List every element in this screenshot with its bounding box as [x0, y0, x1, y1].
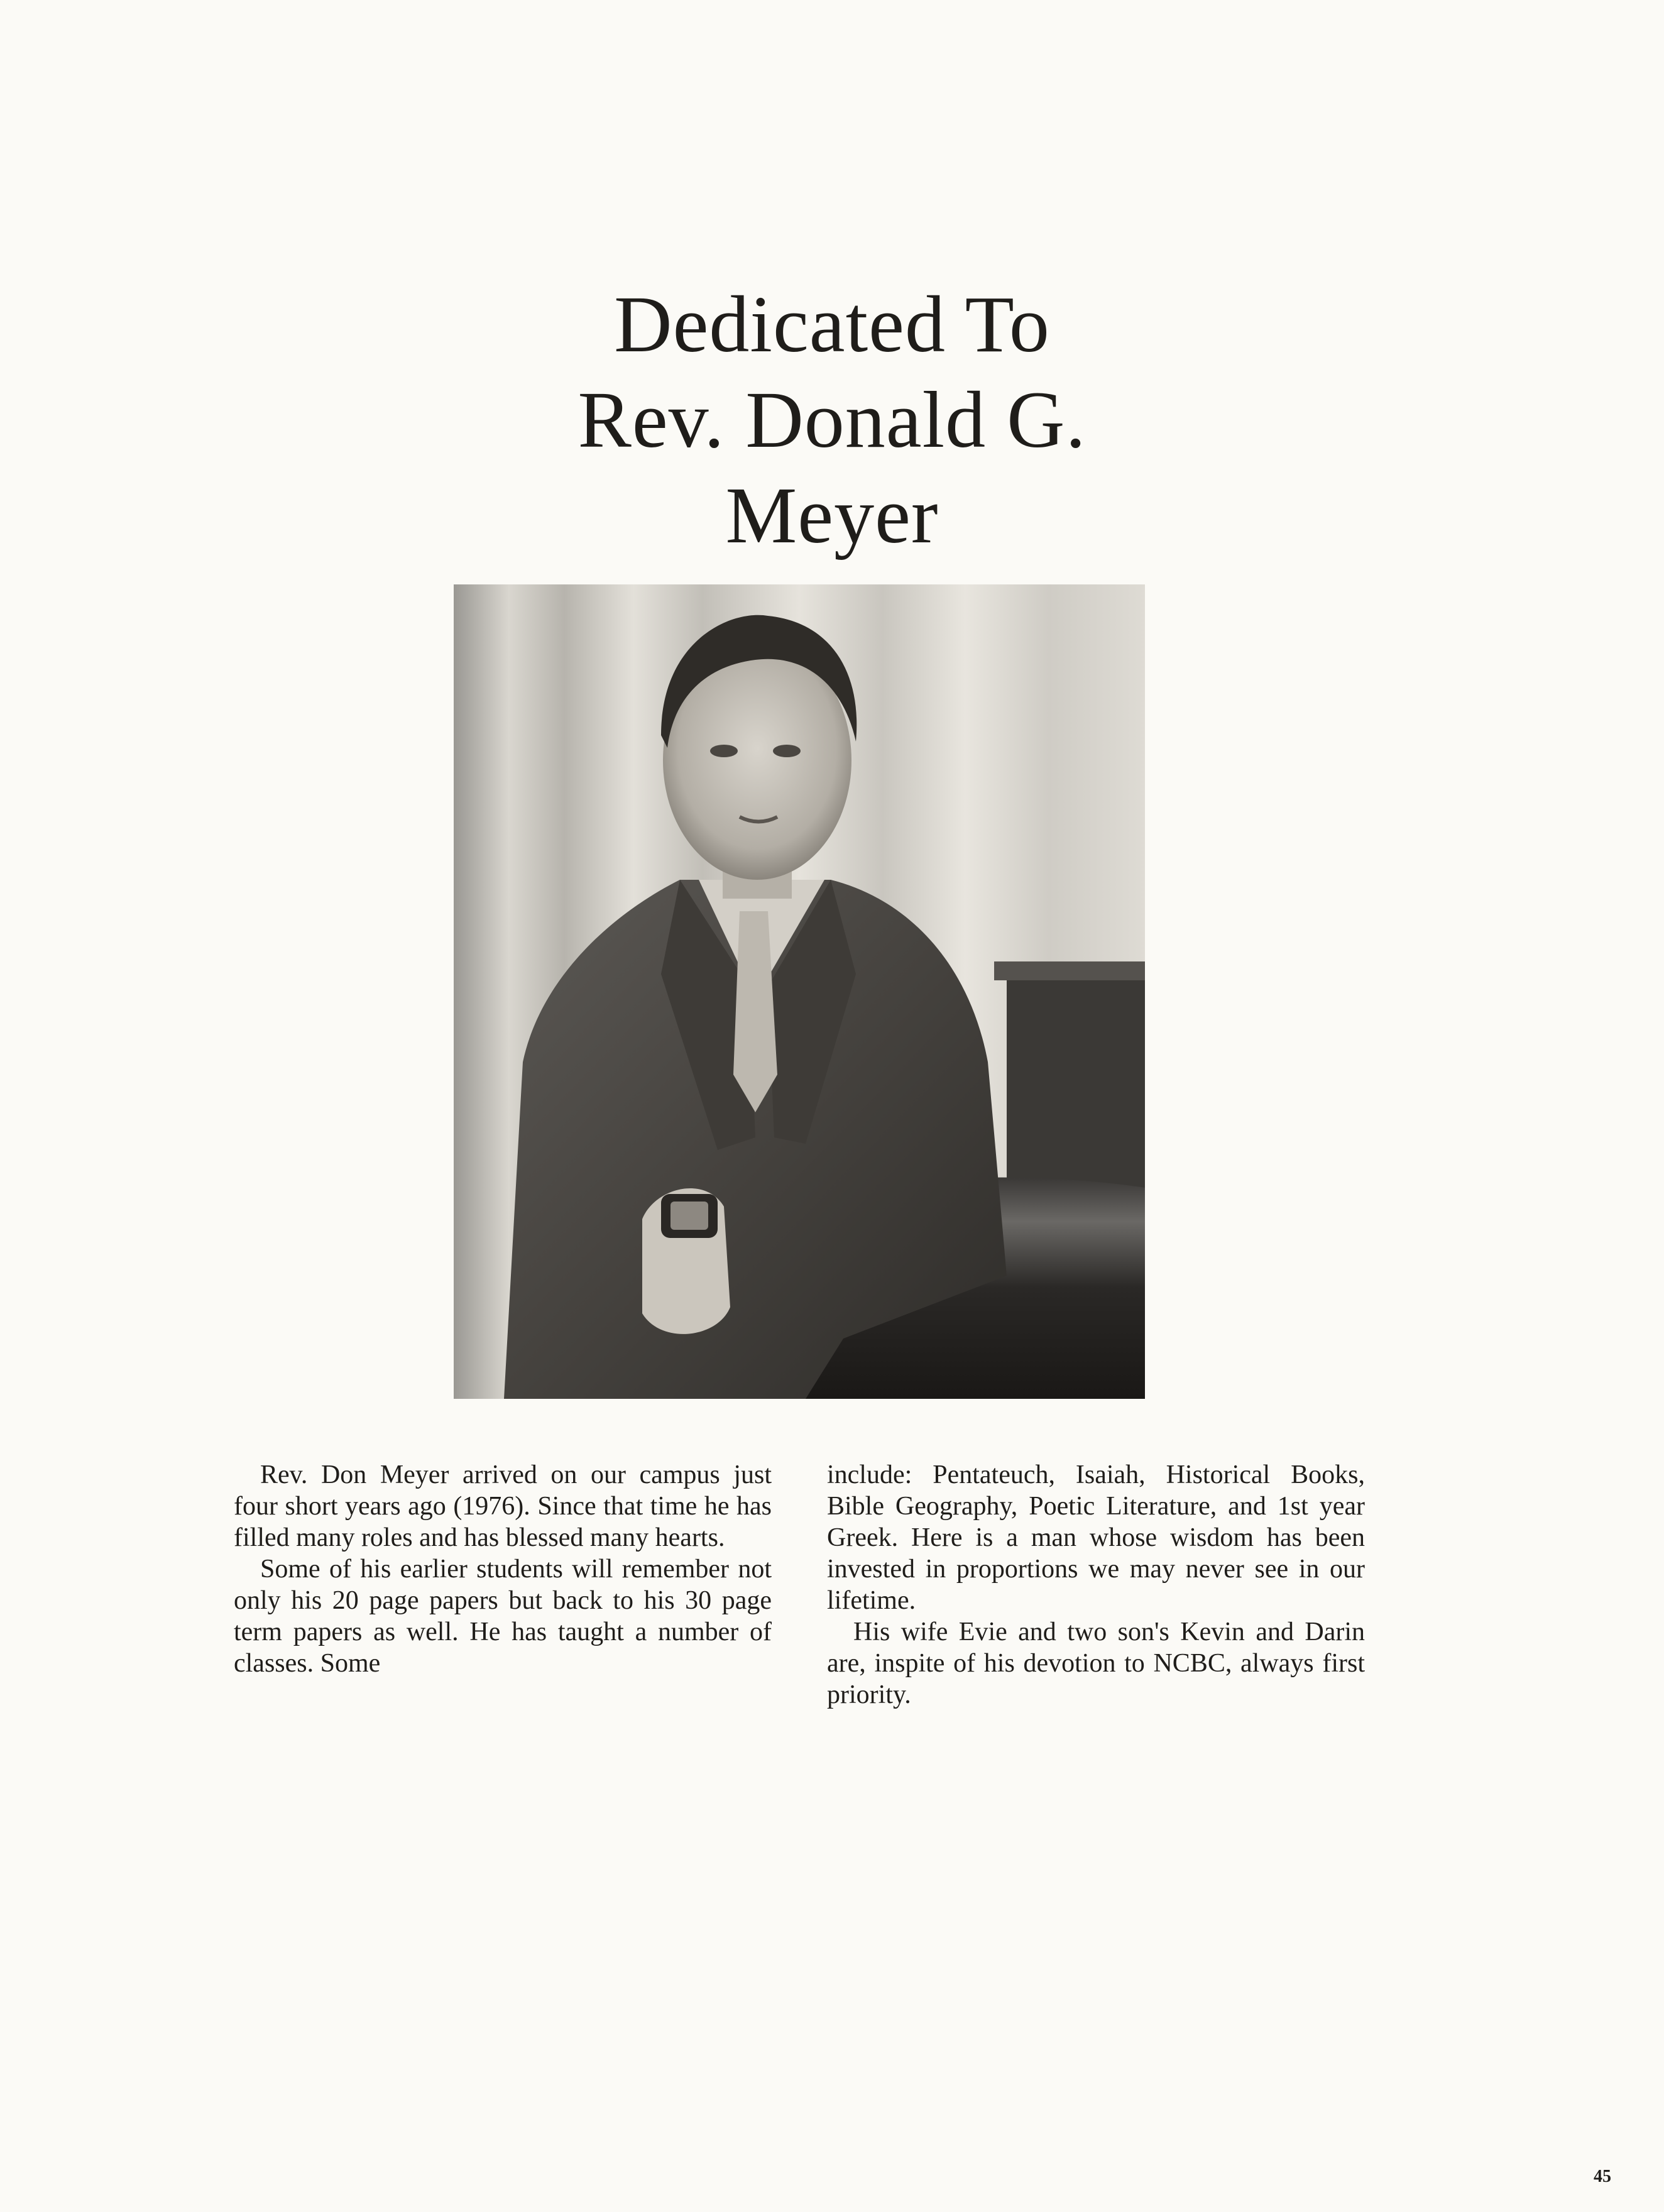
dedication-title [329, 276, 1335, 563]
page-number: 45 [1594, 2167, 1611, 2186]
portrait-photo [454, 584, 1145, 1399]
article-left-column [234, 1459, 772, 1679]
article-paragraph-1: Rev. Don Meyer arrived on our campus just four short years ago (1976). Since that time he has filled many roles and has blessed many hearts. [234, 1460, 772, 1552]
title-line-2: Rev. Donald G. [577, 375, 1087, 464]
title-line-3: Meyer [725, 471, 939, 560]
article-right-column [827, 1459, 1365, 1711]
title-line-1: Dedicated To [614, 280, 1050, 369]
portrait-illustration [454, 584, 1145, 1399]
article-paragraph-3: His wife Evie and two son's Kevin and Darin are, inspite of his devotion to NCBC, always first priority. [827, 1618, 1365, 1709]
article-paragraph-2-continued: include: Pentateuch, Isaiah, Historical Books, Bible Geography, Poetic Literature, and 1st year Greek. Here is a man whose wisdom has been invested in proportions we may never see in our lifetime. [827, 1460, 1365, 1615]
article-paragraph-2: Some of his earlier students will remember not only his 20 page papers but back to his 30 page term papers as well. He has taught a number of classes. Some [234, 1555, 772, 1678]
